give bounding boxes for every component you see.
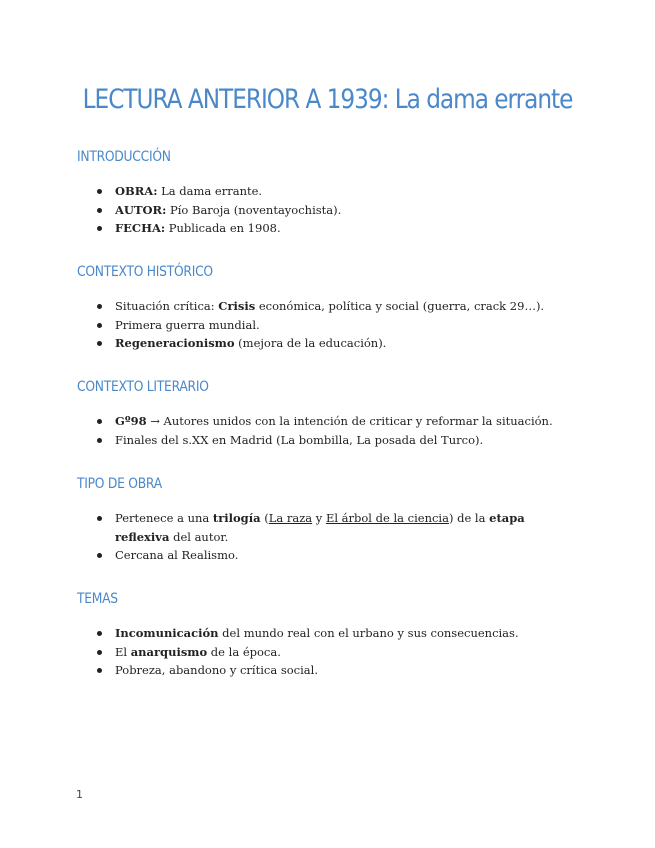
list-item xyxy=(77,431,577,450)
section-introduccion xyxy=(77,148,577,238)
list-item xyxy=(77,546,577,565)
document-title: LECTURA ANTERIOR A 1939: La dama errante xyxy=(82,84,573,115)
item-text: → Autores unidos con la intención de criticar y reformar la situación. xyxy=(146,414,553,428)
bullet-list xyxy=(77,509,577,565)
item-text: de la época. xyxy=(207,644,281,659)
item-text: Primera guerra mundial. xyxy=(115,317,260,332)
bullet-list xyxy=(77,182,577,238)
bullet-icon xyxy=(97,341,102,346)
section-contexto-historico xyxy=(77,263,577,353)
item-text: económica, política y social (guerra, crack 29…). xyxy=(255,299,545,313)
item-text: La dama errante. xyxy=(157,184,263,198)
section-heading: INTRODUCCIÓN xyxy=(77,149,171,165)
bullet-icon xyxy=(97,650,102,655)
item-text: Publicada en 1908. xyxy=(165,221,281,235)
section-heading: CONTEXTO LITERARIO xyxy=(77,379,209,395)
list-item xyxy=(77,182,577,201)
item-text: El xyxy=(115,644,131,659)
underlined-title: El árbol de la ciencia xyxy=(325,511,449,525)
bold-label: Crisis xyxy=(218,299,256,313)
bullet-list xyxy=(77,297,577,353)
item-text: ( xyxy=(260,511,269,525)
item-text: Cercana al Realismo. xyxy=(115,548,239,562)
bold-label: AUTOR: xyxy=(115,202,167,217)
bullet-list xyxy=(77,412,577,449)
bullet-icon xyxy=(97,516,102,521)
section-temas xyxy=(77,590,577,680)
bullet-icon xyxy=(97,208,102,213)
bullet-icon xyxy=(97,323,102,328)
item-text: del mundo real con el urbano y sus consecuencias. xyxy=(218,626,519,640)
item-text: Pertenece a una xyxy=(115,511,213,525)
item-text: Pío Baroja (noventayochista). xyxy=(166,202,342,217)
list-item xyxy=(77,661,577,680)
bold-label: anarquismo xyxy=(130,644,208,659)
list-item xyxy=(77,643,577,662)
bullet-icon xyxy=(97,189,102,194)
item-text: Situación crítica: xyxy=(115,299,219,313)
bullet-icon xyxy=(97,419,102,424)
list-item xyxy=(77,219,577,238)
bullet-icon xyxy=(97,304,102,309)
item-text: Finales del s.XX en Madrid (La bombilla, La posada del Turco). xyxy=(115,432,484,447)
list-item xyxy=(77,297,577,316)
list-item xyxy=(77,201,577,220)
list-item xyxy=(77,412,577,431)
bold-label: FECHA: xyxy=(115,221,166,235)
section-tipo-de-obra xyxy=(77,475,577,565)
page-number: 1 xyxy=(76,788,83,801)
bold-label: Regeneracionismo xyxy=(115,336,235,350)
bold-label: trilogía xyxy=(212,511,261,525)
list-item xyxy=(77,624,577,643)
list-item xyxy=(77,334,577,353)
bold-label: Incomunicación xyxy=(115,626,219,640)
section-contexto-literario xyxy=(77,378,577,449)
bold-label: OBRA: xyxy=(115,184,158,198)
underlined-title: La raza xyxy=(268,511,313,525)
item-text: Pobreza, abandono y crítica social. xyxy=(115,663,318,677)
bullet-list xyxy=(77,624,577,680)
bold-label: Gº98 xyxy=(115,414,147,428)
section-heading: CONTEXTO HISTÓRICO xyxy=(77,264,213,280)
item-text: (mejora de la educación). xyxy=(234,336,387,350)
bullet-icon xyxy=(97,668,102,673)
list-item xyxy=(77,509,577,546)
section-heading: TIPO DE OBRA xyxy=(77,476,162,492)
item-text: y xyxy=(312,511,326,525)
bold-label: etapa reflexiva xyxy=(115,511,525,544)
item-text: ) de la xyxy=(448,511,490,525)
list-item xyxy=(77,316,577,335)
bullet-icon xyxy=(97,226,102,231)
bullet-icon xyxy=(97,631,102,636)
bullet-icon xyxy=(97,438,102,443)
item-text: del autor. xyxy=(169,529,229,544)
bullet-icon xyxy=(97,553,102,558)
section-heading: TEMAS xyxy=(77,591,118,607)
